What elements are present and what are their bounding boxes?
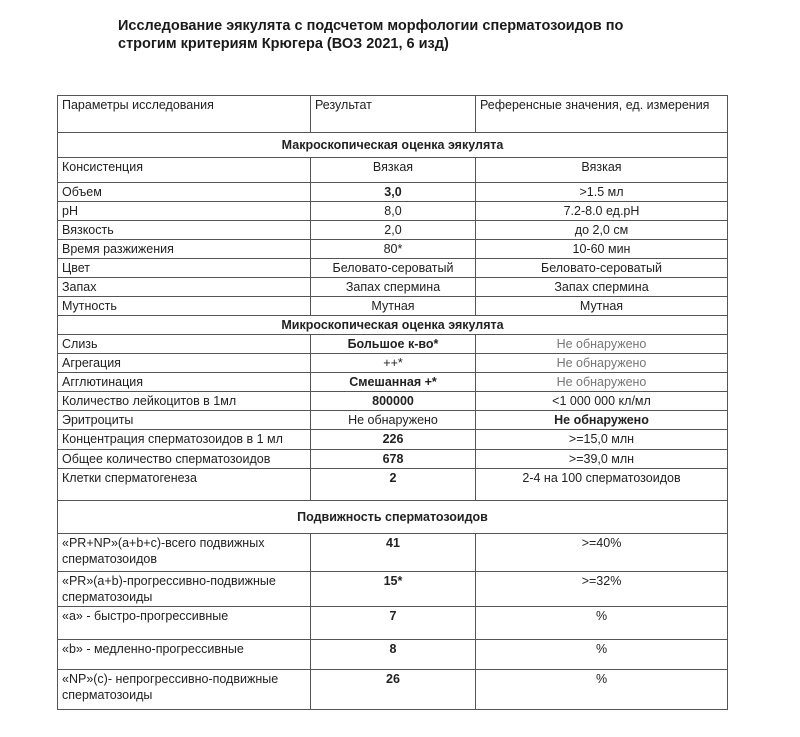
parameter-cell: «PR+NP»(a+b+c)-всего подвижных сперматозоидов (58, 534, 311, 572)
results-table (57, 95, 728, 710)
table-row (58, 572, 728, 607)
reference-cell: >=32% (476, 572, 728, 607)
table-row (58, 259, 728, 278)
header-reference: Референсные значения, ед. измерения (476, 96, 728, 133)
result-cell: 2 (311, 469, 476, 501)
reference-cell: Мутная (476, 297, 728, 316)
reference-cell: Запах спермина (476, 278, 728, 297)
result-cell: Не обнаружено (311, 411, 476, 430)
reference-cell: 2-4 на 100 сперматозоидов (476, 469, 728, 501)
parameter-cell: Запах (58, 278, 311, 297)
table-row (58, 354, 728, 373)
result-cell: Смешанная +* (311, 373, 476, 392)
section-title: Микроскопическая оценка эякулята (58, 316, 728, 335)
section-header-row (58, 133, 728, 158)
table-row (58, 534, 728, 572)
table-header-row (58, 96, 728, 133)
reference-cell: Не обнаружено (476, 354, 728, 373)
parameter-cell: pH (58, 202, 311, 221)
parameter-cell: Клетки сперматогенеза (58, 469, 311, 501)
result-cell: 8 (311, 640, 476, 670)
parameter-cell: «NP»(c)- непрогрессивно-подвижные сперматозоиды (58, 670, 311, 710)
result-cell: 226 (311, 430, 476, 450)
result-cell: ++* (311, 354, 476, 373)
section-title: Макроскопическая оценка эякулята (58, 133, 728, 158)
result-cell: 3,0 (311, 183, 476, 202)
reference-cell: до 2,0 см (476, 221, 728, 240)
result-cell: Беловато-сероватый (311, 259, 476, 278)
parameter-cell: Агглютинация (58, 373, 311, 392)
reference-cell: Не обнаружено (476, 373, 728, 392)
reference-cell: Не обнаружено (476, 335, 728, 354)
result-cell: 26 (311, 670, 476, 710)
reference-cell: >=40% (476, 534, 728, 572)
table-row (58, 373, 728, 392)
table-row (58, 607, 728, 640)
header-parameters: Параметры исследования (58, 96, 311, 133)
parameter-cell: Время разжижения (58, 240, 311, 259)
reference-cell: 7.2-8.0 ед.pH (476, 202, 728, 221)
table-row (58, 183, 728, 202)
parameter-cell: «b» - медленно-прогрессивные (58, 640, 311, 670)
table-row (58, 411, 728, 430)
result-cell: Запах спермина (311, 278, 476, 297)
section-header-row (58, 501, 728, 534)
result-cell: 8,0 (311, 202, 476, 221)
reference-cell: Беловато-сероватый (476, 259, 728, 278)
parameter-cell: Мутность (58, 297, 311, 316)
header-result: Результат (311, 96, 476, 133)
reference-cell: % (476, 640, 728, 670)
document-title: Исследование эякулята с подсчетом морфологии сперматозоидов по строгим критериям Крюгера (ВОЗ 2021, 6 изд) (118, 18, 624, 52)
table-row (58, 202, 728, 221)
result-cell: Большое к-во* (311, 335, 476, 354)
result-cell: 15* (311, 572, 476, 607)
result-cell: 7 (311, 607, 476, 640)
table-row (58, 297, 728, 316)
parameter-cell: Количество лейкоцитов в 1мл (58, 392, 311, 411)
reference-cell: <1 000 000 кл/мл (476, 392, 728, 411)
result-cell: Вязкая (311, 158, 476, 183)
parameter-cell: Цвет (58, 259, 311, 278)
result-cell: Мутная (311, 297, 476, 316)
parameter-cell: Вязкость (58, 221, 311, 240)
reference-cell: % (476, 670, 728, 710)
result-cell: 41 (311, 534, 476, 572)
table-row (58, 430, 728, 450)
section-title: Подвижность сперматозоидов (58, 501, 728, 534)
parameter-cell: «PR»(a+b)-прогрессивно-подвижные сперматозоиды (58, 572, 311, 607)
reference-cell: % (476, 607, 728, 640)
parameter-cell: Эритроциты (58, 411, 311, 430)
table-body (58, 133, 728, 710)
table-row (58, 158, 728, 183)
table-row (58, 640, 728, 670)
parameter-cell: Концентрация сперматозоидов в 1 мл (58, 430, 311, 450)
table-row (58, 240, 728, 259)
result-cell: 678 (311, 450, 476, 469)
parameter-cell: Агрегация (58, 354, 311, 373)
result-cell: 2,0 (311, 221, 476, 240)
reference-cell: 10-60 мин (476, 240, 728, 259)
parameter-cell: Консистенция (58, 158, 311, 183)
result-cell: 80* (311, 240, 476, 259)
table-row (58, 392, 728, 411)
table-row (58, 221, 728, 240)
table-row (58, 670, 728, 710)
table-row (58, 335, 728, 354)
parameter-cell: «a» - быстро-прогрессивные (58, 607, 311, 640)
reference-cell: >=15,0 млн (476, 430, 728, 450)
parameter-cell: Общее количество сперматозоидов (58, 450, 311, 469)
reference-cell: Не обнаружено (476, 411, 728, 430)
reference-cell: >1.5 мл (476, 183, 728, 202)
table-row (58, 278, 728, 297)
result-cell: 800000 (311, 392, 476, 411)
table-row (58, 450, 728, 469)
parameter-cell: Объем (58, 183, 311, 202)
reference-cell: >=39,0 млн (476, 450, 728, 469)
table-row (58, 469, 728, 501)
reference-cell: Вязкая (476, 158, 728, 183)
section-header-row (58, 316, 728, 335)
parameter-cell: Слизь (58, 335, 311, 354)
